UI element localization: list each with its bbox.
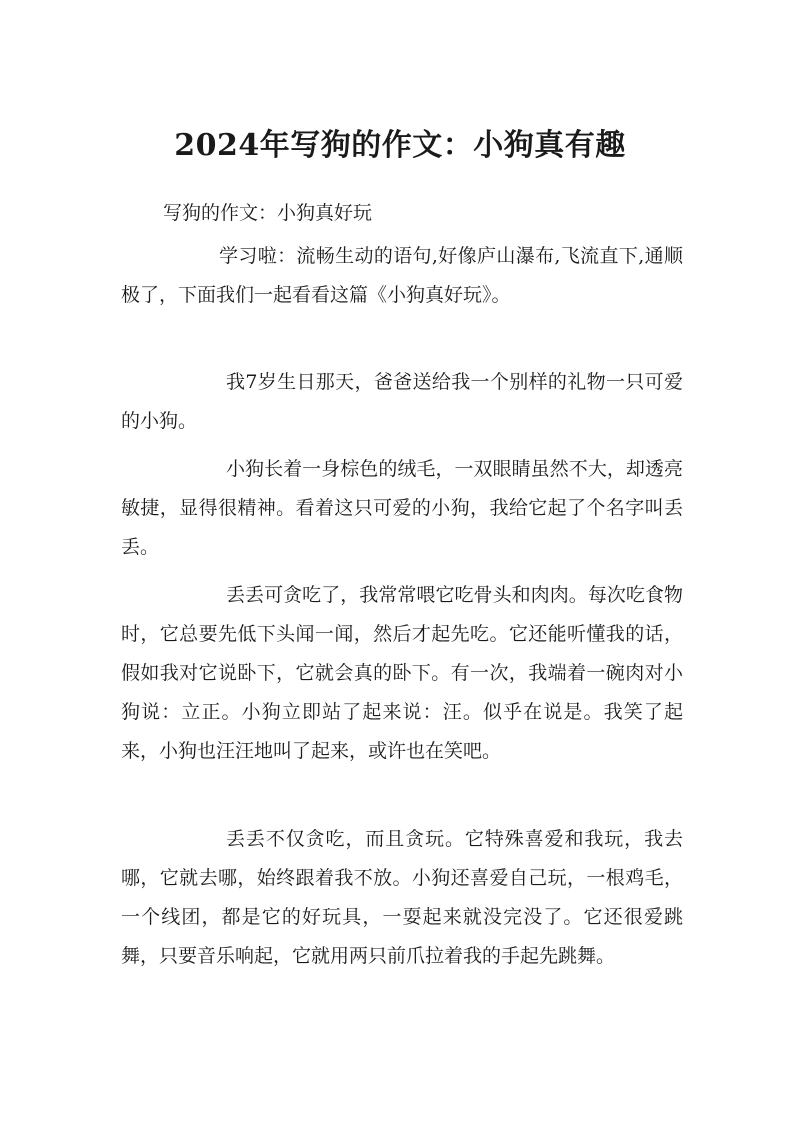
paragraph-birthday: 我7岁生日那天，爸爸送给我一个别样的礼物一只可爱的小狗。 (121, 371, 683, 432)
intro-paragraph: 学习啦：流畅生动的语句,好像庐山瀑布,飞流直下,通顺极了，下面我们一起看看这篇《小狗真好玩》。 (121, 245, 683, 306)
paragraph-appearance: 小狗长着一身棕色的绒毛，一双眼睛虽然不大，却透亮敏捷，显得很精神。看着这只可爱的小狗，我给它起了个名字叫丢丢。 (121, 458, 683, 558)
paragraph-greedy: 丢丢可贪吃了，我常常喂它吃骨头和肉肉。每次吃食物时，它总要先低下头闻一闻，然后才起先吃。它还能听懂我的话，假如我对它说卧下，它就会真的卧下。有一次，我端着一碗肉对小狗说：立正。小狗立即站了起来说：汪。似乎在说是。我笑了起来，小狗也汪汪地叫了起来，或许也在笑吧。 (121, 584, 683, 762)
page-title: 2024年写狗的作文：小狗真有趣 (174, 128, 626, 163)
subtitle: 写狗的作文：小狗真好玩 (163, 202, 373, 224)
paragraph-playful: 丢丢不仅贪吃，而且贪玩。它特殊喜爱和我玩，我去哪，它就去哪，始终跟着我不放。小狗还喜爱自己玩，一根鸡毛，一个线团，都是它的好玩具，一耍起来就没完没了。它还很爱跳舞，只要音乐响起，它就用两只前爪拉着我的手起先跳舞。 (121, 828, 683, 967)
